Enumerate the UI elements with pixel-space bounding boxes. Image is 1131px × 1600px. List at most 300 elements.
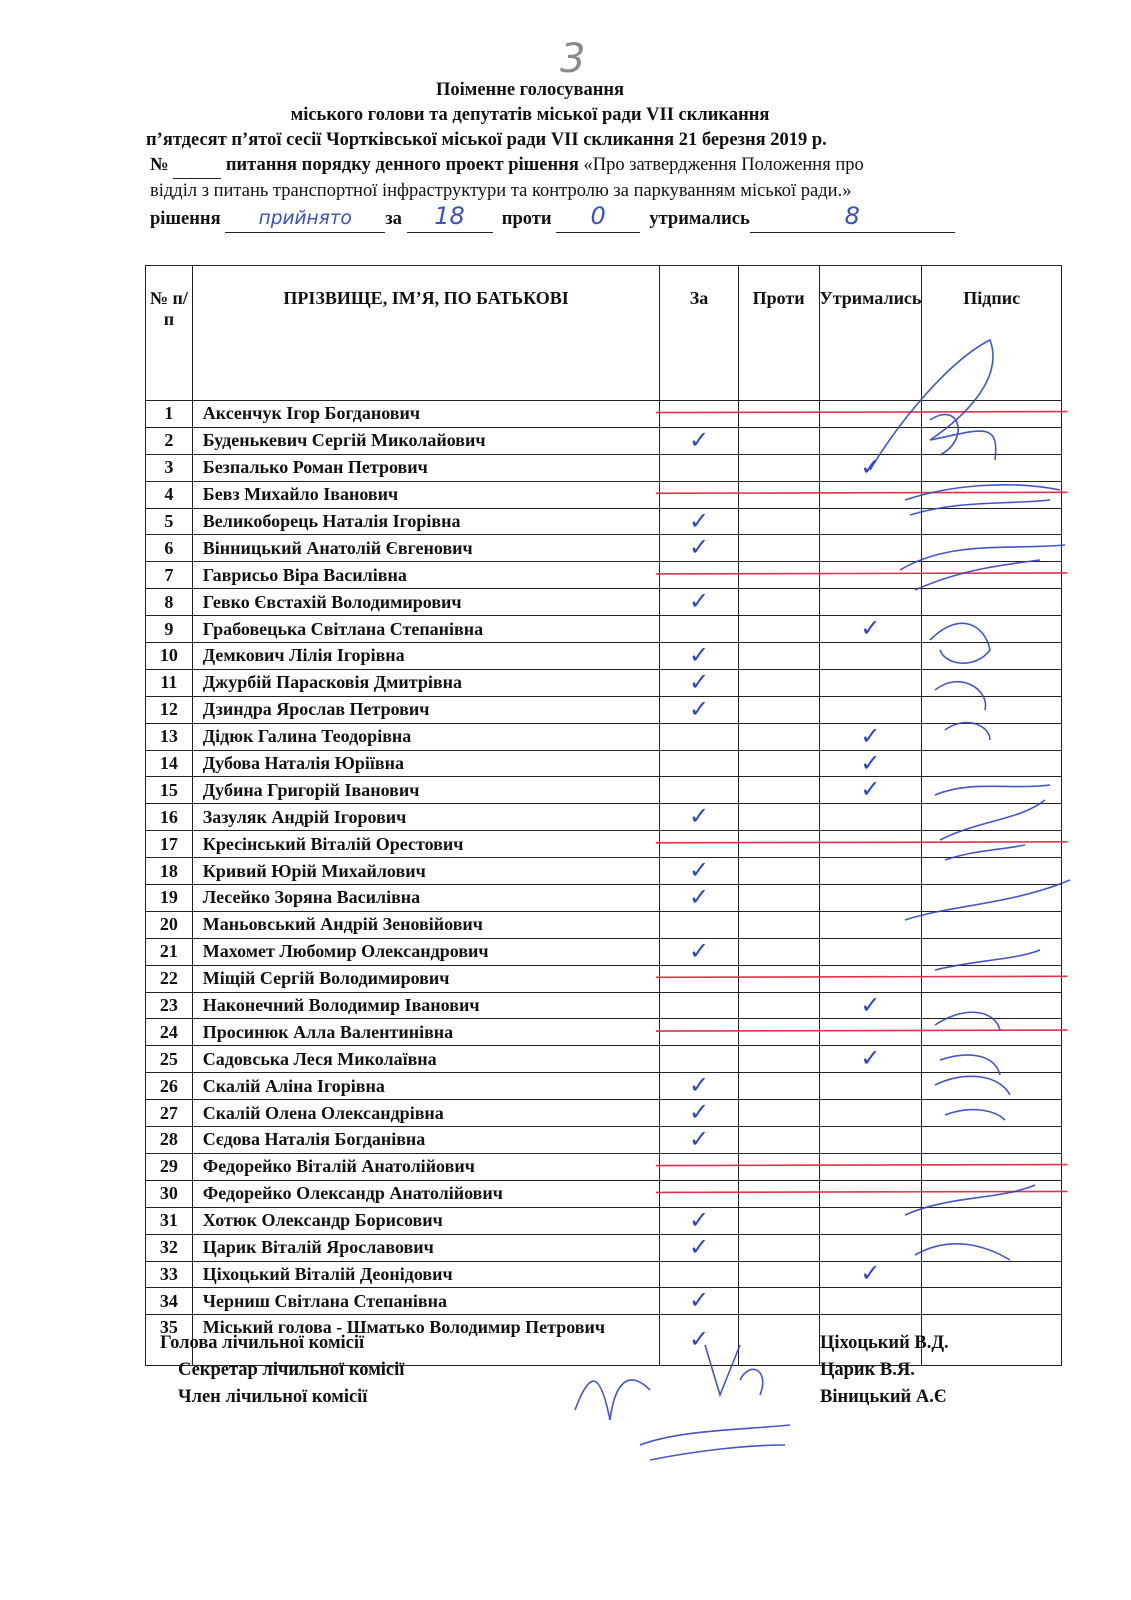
check-mark-icon: ✓ — [688, 1097, 710, 1126]
signature-cell — [922, 562, 1062, 589]
row-number: 30 — [146, 1180, 193, 1207]
col-header-name: ПРІЗВИЩЕ, ІМ’Я, ПО БАТЬКОВІ — [192, 266, 660, 401]
row-number: 11 — [146, 669, 193, 696]
row-name: Гевко Євстахій Володимирович — [192, 589, 660, 616]
vote-against-cell — [738, 1288, 819, 1315]
document-subtitle: міського голови та депутатів міської ради VII скликання — [290, 105, 770, 125]
item-title-part1: «Про затвердження Положення про — [583, 155, 864, 175]
vote-for-cell — [660, 938, 738, 965]
row-number: 23 — [146, 992, 193, 1019]
vote-for-cell — [660, 1019, 738, 1046]
vote-abstained-cell — [819, 938, 922, 965]
row-name: Просинюк Алла Валентинівна — [192, 1019, 660, 1046]
signature-cell — [922, 1073, 1062, 1100]
table-row — [146, 589, 1062, 616]
commission-person: Ціхоцький В.Д. — [820, 1333, 949, 1353]
row-number: 18 — [146, 858, 193, 885]
check-mark-icon: ✓ — [688, 1325, 710, 1354]
row-name: Аксенчук Ігор Богданович — [192, 401, 660, 428]
vote-against-cell — [738, 885, 819, 912]
row-number: 20 — [146, 911, 193, 938]
signature-cell — [922, 1288, 1062, 1315]
check-mark-icon: ✓ — [688, 936, 710, 965]
row-name: Федорейко Олександр Анатолійович — [192, 1180, 660, 1207]
row-number: 24 — [146, 1019, 193, 1046]
commission-person: Віницький А.Є — [820, 1387, 947, 1407]
row-number: 19 — [146, 885, 193, 912]
check-mark-icon: ✓ — [860, 748, 881, 777]
table-row — [146, 562, 1062, 589]
signature-cell — [922, 1019, 1062, 1046]
check-mark-icon: ✓ — [860, 1259, 881, 1288]
check-mark-icon: ✓ — [688, 1124, 710, 1153]
vote-abstained-cell — [819, 508, 922, 535]
row-name: Ціхоцький Віталій Деонідович — [192, 1261, 660, 1288]
table-row — [146, 965, 1062, 992]
signature-cell — [922, 804, 1062, 831]
vote-abstained-cell — [819, 992, 922, 1019]
table-row — [146, 454, 1062, 481]
vote-against-cell — [738, 589, 819, 616]
check-mark-icon: ✓ — [688, 640, 710, 669]
decision-line — [150, 204, 1050, 233]
vote-for-cell — [660, 855, 738, 885]
vote-abstained-cell — [819, 1073, 922, 1100]
row-name: Хотюк Олександр Борисович — [192, 1207, 660, 1234]
signature-scribble — [640, 1425, 790, 1460]
vote-abstained-cell — [819, 427, 922, 454]
row-number: 27 — [146, 1100, 193, 1127]
row-name: Маньовський Андрій Зеновійович — [192, 911, 660, 938]
vote-for-cell — [660, 1234, 738, 1261]
table-row — [146, 1180, 1062, 1207]
table-row — [146, 1153, 1062, 1180]
vote-abstained-cell — [819, 589, 922, 616]
vote-abstained-cell — [819, 1019, 922, 1046]
signature-cell — [922, 831, 1062, 858]
vote-against-cell — [738, 696, 819, 723]
row-name: Кривий Юрій Михайлович — [192, 858, 660, 885]
vote-against-cell — [738, 616, 819, 643]
vote-abstained-cell — [819, 1180, 922, 1207]
vote-against-cell — [738, 804, 819, 831]
row-name: Буденькевич Сергій Миколайович — [192, 427, 660, 454]
vote-abstained-cell — [819, 1127, 922, 1154]
vote-against-cell — [738, 1261, 819, 1288]
row-name: Дубова Наталія Юріївна — [192, 750, 660, 777]
vote-for-cell — [660, 616, 738, 643]
signature-cell — [922, 911, 1062, 938]
signature-cell — [922, 535, 1062, 562]
row-number: 9 — [146, 616, 193, 643]
check-mark-icon: ✓ — [688, 1286, 710, 1315]
vote-abstained-cell — [819, 1207, 922, 1234]
signature-cell — [922, 427, 1062, 454]
vote-for-cell — [660, 882, 738, 912]
table-row — [146, 911, 1062, 938]
row-number: 6 — [146, 535, 193, 562]
table-row — [146, 992, 1062, 1019]
vote-abstained-cell — [819, 858, 922, 885]
vote-abstained-cell — [819, 454, 922, 481]
check-mark-icon: ✓ — [688, 506, 710, 535]
check-mark-icon: ✓ — [688, 533, 710, 562]
document-header — [146, 78, 1050, 233]
row-number: 29 — [146, 1153, 193, 1180]
table-row — [146, 885, 1062, 912]
row-number: 33 — [146, 1261, 193, 1288]
row-number: 12 — [146, 696, 193, 723]
table-row — [146, 938, 1062, 965]
signature-cell — [922, 992, 1062, 1019]
vote-for-cell — [660, 481, 738, 508]
vote-abstained-cell — [819, 401, 922, 428]
vote-against-cell — [738, 1046, 819, 1073]
commission-row — [160, 1384, 980, 1411]
row-name: Джурбій Парасковія Дмитрівна — [192, 669, 660, 696]
row-name: Наконечний Володимир Іванович — [192, 992, 660, 1019]
row-name: Кресінський Віталій Орестович — [192, 831, 660, 858]
row-name: Бевз Михайло Іванович — [192, 481, 660, 508]
vote-for-cell — [660, 640, 738, 670]
vote-for-cell — [660, 750, 738, 777]
item-number-label: № — [150, 155, 169, 175]
item-title-part2: відділ з питань транспортної інфраструктури та контролю за паркуванням міської ради.» — [150, 181, 852, 201]
vote-for-cell — [660, 454, 738, 481]
check-mark-icon: ✓ — [860, 775, 881, 804]
vote-against-cell — [738, 454, 819, 481]
vote-for-cell — [660, 777, 738, 804]
vote-for-cell — [660, 1097, 738, 1127]
for-blank — [407, 204, 493, 233]
vote-against-cell — [738, 1153, 819, 1180]
row-name: Зазуляк Андрій Ігорович — [192, 804, 660, 831]
row-number: 13 — [146, 723, 193, 750]
signature-cell — [922, 965, 1062, 992]
signature-cell — [922, 1046, 1062, 1073]
vote-abstained-cell — [819, 1153, 922, 1180]
vote-against-cell — [738, 643, 819, 670]
commission-role: Член лічильної комісії — [178, 1387, 368, 1407]
row-name: Грабовецька Світлана Степанівна — [192, 616, 660, 643]
vote-against-cell — [738, 965, 819, 992]
table-row — [146, 858, 1062, 885]
table-row — [146, 1288, 1062, 1315]
table-row — [146, 696, 1062, 723]
table-row — [146, 1127, 1062, 1154]
check-mark-icon: ✓ — [688, 586, 710, 615]
table-row — [146, 1100, 1062, 1127]
signature-cell — [922, 401, 1062, 428]
table-row — [146, 401, 1062, 428]
row-number: 34 — [146, 1288, 193, 1315]
decision-label: рішення — [150, 209, 221, 229]
row-name: Вінницький Анатолій Євгенович — [192, 535, 660, 562]
signature-cell — [922, 1127, 1062, 1154]
check-mark-icon: ✓ — [688, 1232, 710, 1261]
vote-for-cell — [660, 1153, 738, 1180]
row-name: Скалій Олена Олександрівна — [192, 1100, 660, 1127]
commission-role: Голова лічильної комісії — [160, 1333, 365, 1353]
row-number: 28 — [146, 1127, 193, 1154]
against-blank — [556, 204, 640, 233]
signature-cell — [922, 1100, 1062, 1127]
voting-table — [145, 265, 1062, 1366]
vote-abstained-cell — [819, 1288, 922, 1315]
signature-cell — [922, 938, 1062, 965]
abstained-label: утримались — [649, 209, 750, 229]
row-name: Садовська Леся Миколаївна — [192, 1046, 660, 1073]
vote-against-cell — [738, 401, 819, 428]
vote-against-cell — [738, 777, 819, 804]
vote-abstained-cell — [819, 1261, 922, 1288]
table-row — [146, 669, 1062, 696]
check-mark-icon: ✓ — [688, 667, 710, 696]
table-row — [146, 1261, 1062, 1288]
vote-abstained-cell — [819, 1100, 922, 1127]
check-mark-icon: ✓ — [688, 694, 710, 723]
row-name: Великоборець Наталія Ігорівна — [192, 508, 660, 535]
voting-table-body — [146, 401, 1062, 1366]
row-name: Дідюк Галина Теодорівна — [192, 723, 660, 750]
signature-cell — [922, 643, 1062, 670]
signature-cell — [922, 750, 1062, 777]
vote-for-cell — [660, 911, 738, 938]
row-number: 22 — [146, 965, 193, 992]
check-mark-icon: ✓ — [860, 990, 881, 1019]
vote-abstained-cell — [819, 777, 922, 804]
signature-cell — [922, 777, 1062, 804]
row-name: Безпалько Роман Петрович — [192, 454, 660, 481]
check-mark-icon: ✓ — [860, 721, 881, 750]
signature-cell — [922, 1261, 1062, 1288]
vote-against-cell — [738, 1207, 819, 1234]
check-mark-icon: ✓ — [860, 613, 881, 642]
check-mark-icon: ✓ — [688, 1205, 710, 1234]
table-header-row — [146, 266, 1062, 401]
vote-for-cell — [660, 1207, 738, 1234]
table-row — [146, 1207, 1062, 1234]
vote-for-cell — [660, 723, 738, 750]
row-number: 15 — [146, 777, 193, 804]
row-name: Міщій Сергій Володимирович — [192, 965, 660, 992]
table-row — [146, 804, 1062, 831]
session-line: п’ятдесят п’ятої сесії Чортківської міської ради VII скликання 21 березня 2019 р. — [146, 130, 827, 150]
check-mark-icon: ✓ — [860, 1044, 881, 1073]
row-number: 8 — [146, 589, 193, 616]
against-value: 0 — [590, 202, 606, 230]
handwritten-page-number: 3 — [560, 36, 586, 82]
vote-against-cell — [738, 938, 819, 965]
vote-for-cell — [660, 562, 738, 589]
vote-for-cell — [660, 696, 738, 723]
table-row — [146, 723, 1062, 750]
signature-cell — [922, 481, 1062, 508]
vote-for-cell — [660, 804, 738, 831]
vote-abstained-cell — [819, 804, 922, 831]
table-row — [146, 616, 1062, 643]
check-mark-icon: ✓ — [688, 1071, 710, 1100]
vote-abstained-cell — [819, 1046, 922, 1073]
vote-for-cell — [660, 965, 738, 992]
col-header-num: № п/п — [146, 266, 193, 401]
row-name: Лесейко Зоряна Василівна — [192, 885, 660, 912]
row-name: Демкович Лілія Ігорівна — [192, 643, 660, 670]
row-number: 25 — [146, 1046, 193, 1073]
row-name: Дзиндра Ярослав Петрович — [192, 696, 660, 723]
vote-against-cell — [738, 535, 819, 562]
col-header-for: За — [660, 266, 738, 401]
check-mark-icon: ✓ — [860, 452, 881, 481]
vote-against-cell — [738, 723, 819, 750]
row-number: 35 — [146, 1315, 193, 1366]
vote-for-cell — [660, 586, 738, 616]
col-header-abstained: Утримались — [819, 266, 922, 401]
table-row — [146, 643, 1062, 670]
item-number-blank — [173, 153, 221, 179]
vote-against-cell — [738, 481, 819, 508]
vote-for-cell — [660, 1261, 738, 1288]
row-name: Царик Віталій Ярославович — [192, 1234, 660, 1261]
signature-cell — [922, 1207, 1062, 1234]
signature-cell — [922, 616, 1062, 643]
row-name: Махомет Любомир Олександрович — [192, 938, 660, 965]
vote-against-cell — [738, 858, 819, 885]
document-title: Поіменне голосування — [435, 80, 625, 100]
row-number: 21 — [146, 938, 193, 965]
vote-against-cell — [738, 1234, 819, 1261]
row-number: 4 — [146, 481, 193, 508]
signature-cell — [922, 885, 1062, 912]
table-row — [146, 1046, 1062, 1073]
signature-cell — [922, 669, 1062, 696]
table-row — [146, 1073, 1062, 1100]
row-number: 5 — [146, 508, 193, 535]
vote-against-cell — [738, 427, 819, 454]
row-name: Скалій Аліна Ігорівна — [192, 1073, 660, 1100]
vote-against-cell — [738, 1127, 819, 1154]
vote-abstained-cell — [819, 831, 922, 858]
commission-row — [160, 1357, 980, 1384]
vote-abstained-cell — [819, 723, 922, 750]
vote-for-cell — [660, 1180, 738, 1207]
table-row — [146, 427, 1062, 454]
row-number: 31 — [146, 1207, 193, 1234]
check-mark-icon: ✓ — [688, 882, 710, 911]
row-number: 14 — [146, 750, 193, 777]
vote-abstained-cell — [819, 481, 922, 508]
vote-for-cell — [660, 669, 738, 696]
table-row — [146, 1234, 1062, 1261]
row-name: Федорейко Віталій Анатолійович — [192, 1153, 660, 1180]
commission-row — [160, 1330, 980, 1357]
row-name: Міський голова - Шматько Володимир Петрович — [192, 1315, 660, 1366]
vote-for-cell — [660, 427, 738, 454]
signature-cell — [922, 508, 1062, 535]
signature-cell — [922, 696, 1062, 723]
against-label: проти — [501, 209, 552, 229]
commission-person: Царик В.Я. — [820, 1360, 915, 1380]
row-name: Черниш Світлана Степанівна — [192, 1288, 660, 1315]
row-number: 7 — [146, 562, 193, 589]
vote-abstained-cell — [819, 562, 922, 589]
check-mark-icon: ✓ — [688, 425, 710, 454]
vote-against-cell — [738, 911, 819, 938]
row-number: 10 — [146, 643, 193, 670]
table-row — [146, 1019, 1062, 1046]
vote-for-cell — [660, 508, 738, 535]
row-name: Дубина Григорій Іванович — [192, 777, 660, 804]
vote-for-cell — [660, 992, 738, 1019]
vote-against-cell — [738, 831, 819, 858]
vote-for-cell — [660, 1046, 738, 1073]
vote-abstained-cell — [819, 750, 922, 777]
vote-abstained-cell — [819, 643, 922, 670]
vote-abstained-cell — [819, 965, 922, 992]
vote-against-cell — [738, 750, 819, 777]
vote-against-cell — [738, 1073, 819, 1100]
vote-for-cell — [660, 401, 738, 428]
for-label: за — [385, 209, 402, 229]
decision-value: прийнято — [258, 208, 352, 229]
abstained-blank — [750, 204, 955, 233]
table-row — [146, 481, 1062, 508]
col-header-against: Проти — [738, 266, 819, 401]
col-header-signature: Підпис — [922, 266, 1062, 401]
vote-abstained-cell — [819, 696, 922, 723]
counting-commission — [160, 1330, 980, 1411]
abstained-value: 8 — [844, 202, 860, 230]
vote-against-cell — [738, 1019, 819, 1046]
signature-cell — [922, 1180, 1062, 1207]
row-number: 26 — [146, 1073, 193, 1100]
vote-against-cell — [738, 669, 819, 696]
vote-against-cell — [738, 1180, 819, 1207]
row-number: 17 — [146, 831, 193, 858]
table-row — [146, 535, 1062, 562]
vote-for-cell — [660, 1288, 738, 1315]
signature-cell — [922, 858, 1062, 885]
commission-role: Секретар лічильної комісії — [178, 1360, 405, 1380]
vote-for-cell — [660, 1124, 738, 1154]
vote-for-cell — [660, 535, 738, 562]
check-mark-icon: ✓ — [688, 855, 710, 884]
row-number: 2 — [146, 427, 193, 454]
signature-cell — [922, 1234, 1062, 1261]
table-row — [146, 831, 1062, 858]
vote-against-cell — [738, 992, 819, 1019]
row-name: Гаврисьо Віра Василівна — [192, 562, 660, 589]
for-value: 18 — [434, 202, 465, 230]
row-number: 16 — [146, 804, 193, 831]
signature-cell — [922, 454, 1062, 481]
vote-against-cell — [738, 508, 819, 535]
signature-cell — [922, 723, 1062, 750]
item-intro: питання порядку денного проект рішення — [225, 155, 579, 175]
vote-abstained-cell — [819, 613, 922, 643]
vote-abstained-cell — [819, 1234, 922, 1261]
vote-for-cell — [660, 1073, 738, 1100]
row-number: 32 — [146, 1234, 193, 1261]
signature-cell — [922, 589, 1062, 616]
check-mark-icon: ✓ — [688, 802, 710, 831]
vote-abstained-cell — [819, 911, 922, 938]
vote-for-cell — [660, 831, 738, 858]
decision-blank — [225, 206, 385, 233]
vote-abstained-cell — [819, 535, 922, 562]
table-row — [146, 750, 1062, 777]
signature-cell — [922, 1153, 1062, 1180]
